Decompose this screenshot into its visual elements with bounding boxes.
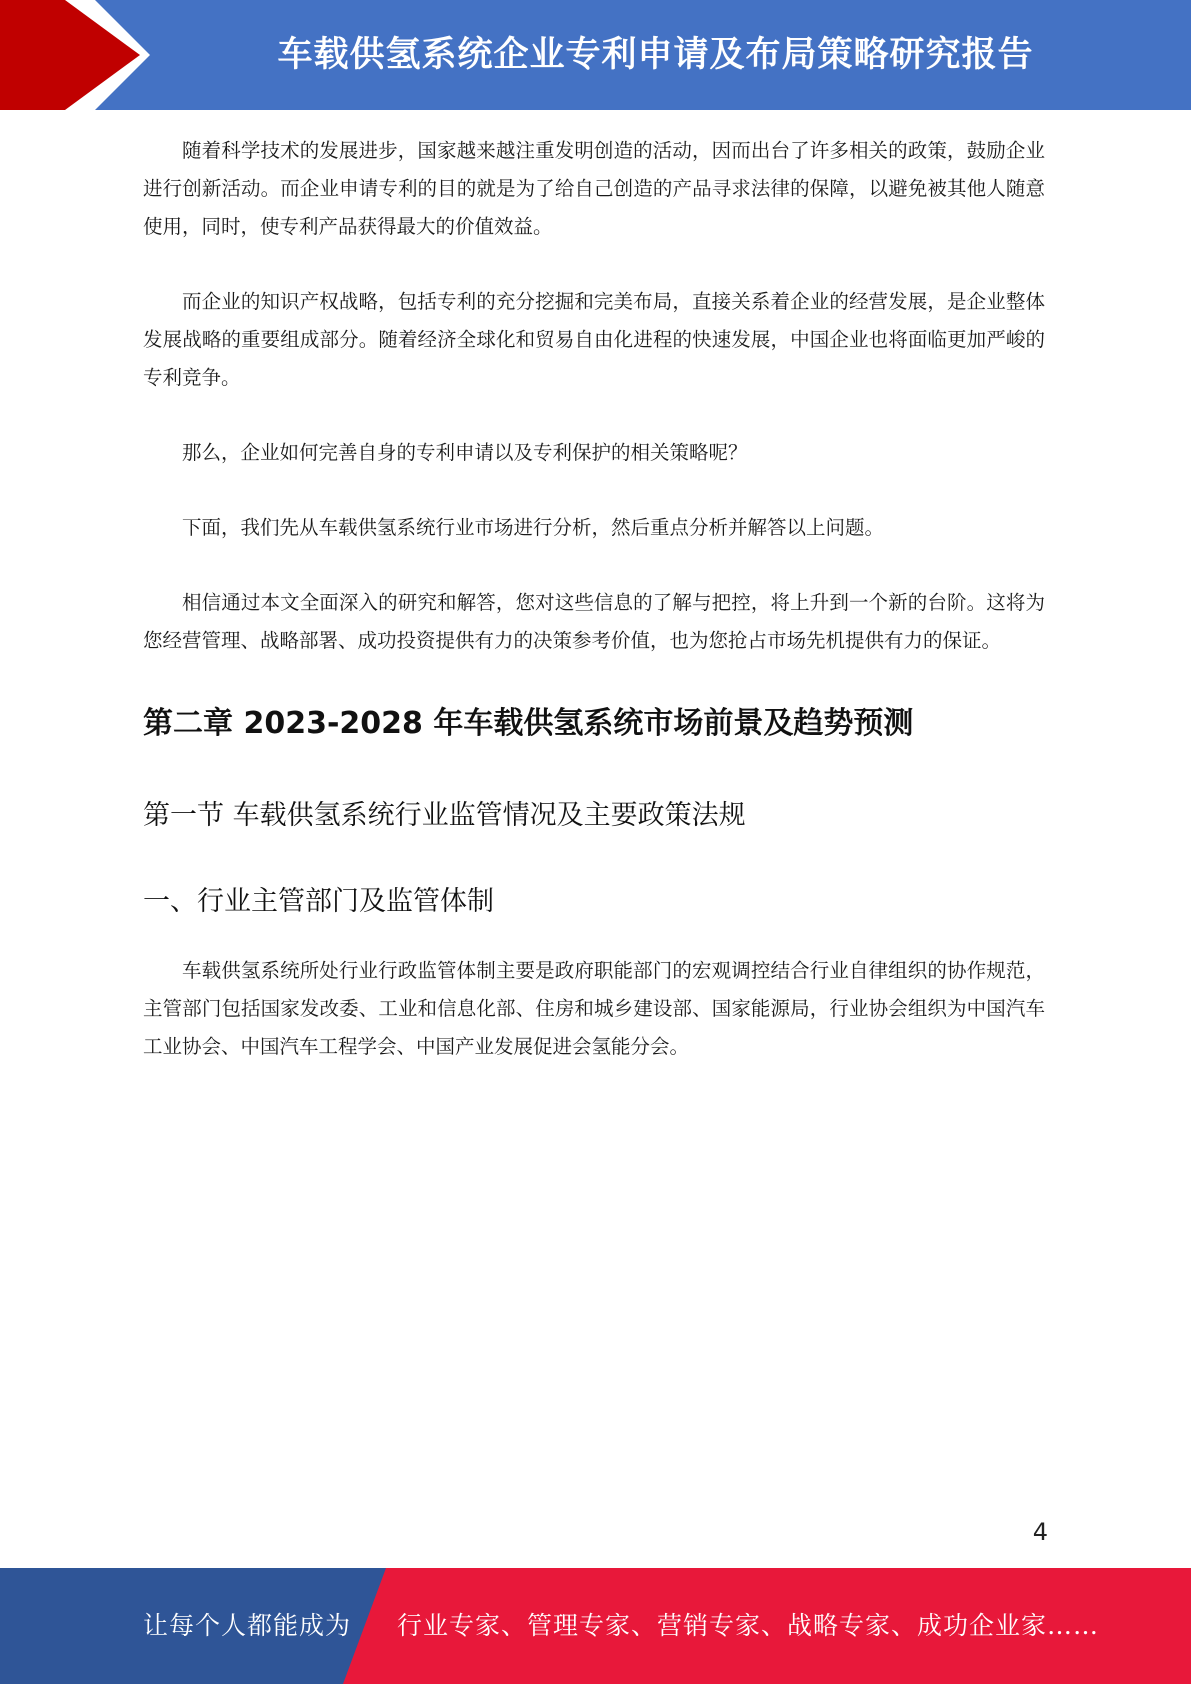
section-paragraph: 车载供氢系统所处行业行政监管体制主要是政府职能部门的宏观调控结合行业自律组织的协作规范，主管部门包括国家发改委、工业和信息化部、住房和城乡建设部、国家能源局，行业协会组织为中国汽车工业协会、中国汽车工程学会、中国产业发展促进会氢能分会。 [143,959,1045,1058]
subsection-title: 一、行业主管部门及监管体制 [143,886,494,917]
section-title: 第一节 车载供氢系统行业监管情况及主要政策法规 [143,800,746,831]
intro-paragraph-4: 下面，我们先从车载供氢系统行业市场进行分析，然后重点分析并解答以上问题。 [182,516,885,539]
intro-paragraph-1: 随着科学技术的发展进步，国家越来越注重发明创造的活动，因而出台了许多相关的政策，鼓励企业进行创新活动。而企业申请专利的目的就是为了给自己创造的产品寻求法律的保障，以避免被其他人随意使用，同时，使专利产品获得最大的价值效益。 [143,139,1045,238]
header-arrow-decoration [0,0,170,110]
header-banner [0,0,1191,110]
report-title: 车载供氢系统企业专利申请及布局策略研究报告 [277,35,1034,75]
intro-paragraph-2: 而企业的知识产权战略，包括专利的充分挖掘和完美布局，直接关系着企业的经营发展，是企业整体发展战略的重要组成部分。随着经济全球化和贸易自由化进程的快速发展，中国企业也将面临更加严峻的专利竞争。 [143,290,1045,389]
intro-paragraph-5: 相信通过本文全面深入的研究和解答，您对这些信息的了解与把控，将上升到一个新的台阶。这将为您经营管理、战略部署、成功投资提供有力的决策参考价值，也为您抢占市场先机提供有力的保证。 [143,591,1045,652]
footer-slogan-right: 行业专家、管理专家、营销专家、战略专家、成功企业家…… [397,1611,1100,1640]
footer-band [0,1568,1191,1684]
page-content [143,132,1045,1066]
page-number: 4 [1032,1518,1048,1546]
chapter-title: 第二章 2023-2028 年车载供氢系统市场前景及趋势预测 [143,706,914,741]
intro-paragraph-3: 那么，企业如何完善自身的专利申请以及专利保护的相关策略呢？ [182,441,748,464]
footer-slogan-left: 让每个人都能成为 [143,1611,352,1640]
